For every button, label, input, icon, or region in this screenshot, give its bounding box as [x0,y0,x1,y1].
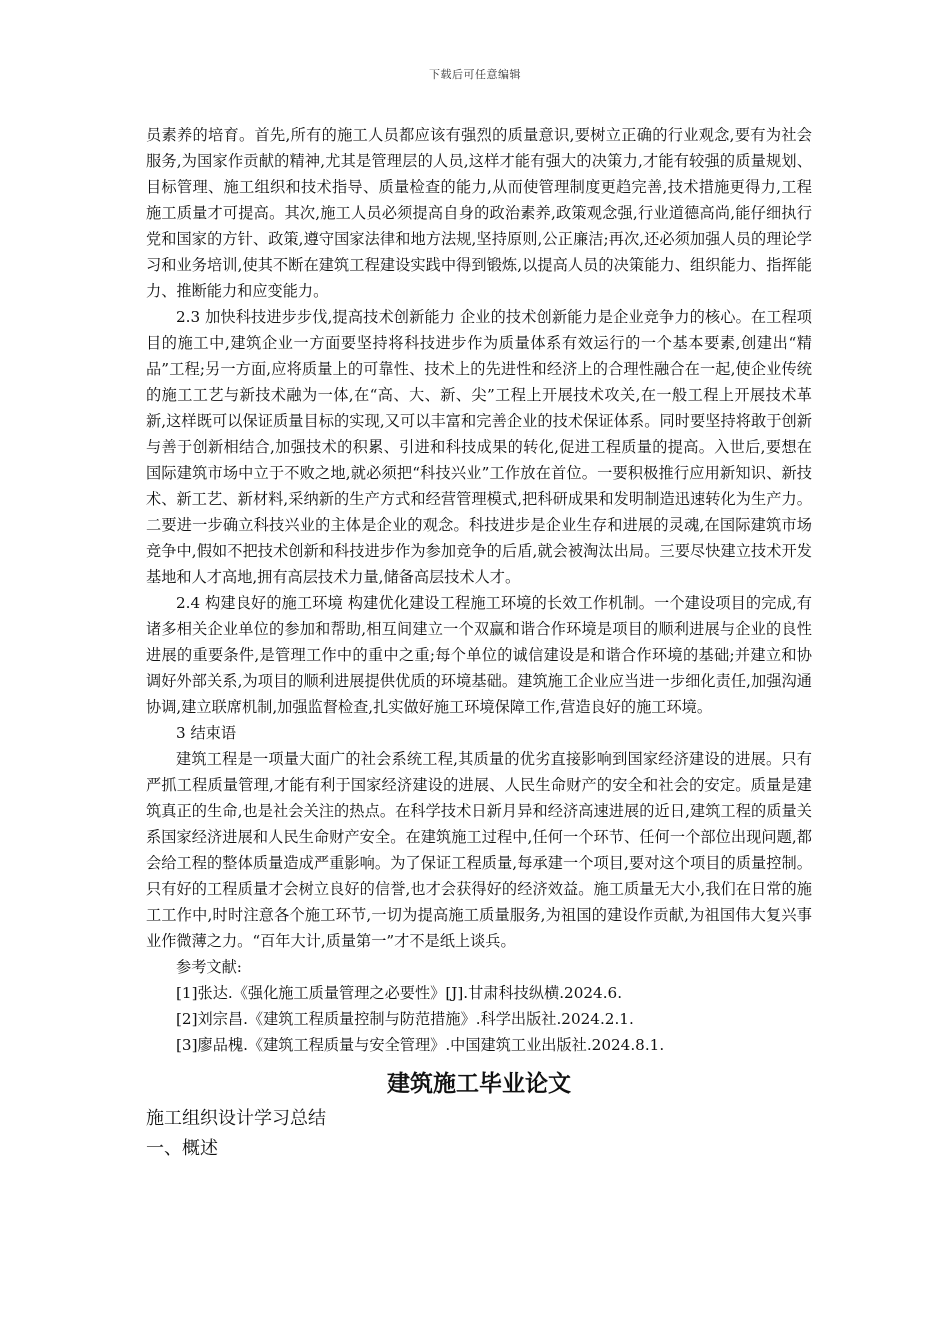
document-subtitle: 施工组织设计学习总结 [146,1108,326,1129]
reference-item: [1]张达.《强化施工质量管理之必要性》[J].甘肃科技纵横.2024.6. [176,984,623,1002]
document-body [146,122,812,1164]
heading-conclusion: 3 结束语 [176,724,237,742]
page-header: 下载后可任意编辑 [429,68,521,81]
paragraph-conclusion: 建筑工程是一项量大面广的社会系统工程,其质量的优劣直接影响到国家经济建设的进展。只有严抓工程质量管理,才能有利于国家经济建设的进展、人民生命财产的安全和社会的安定。质量是建筑真正的生命,也是社会关注的热点。在科学技术日新月异和经济高速进展的近日,建筑工程的质量关系国家经济进展和人民生命财产安全。在建筑施工过程中,任何一个环节、任何一个部位出现问题,都会给工程的整体质量造成严重影响。为了保证工程质量,每承建一个项目,要对这个项目的质量控制。只有好的工程质量才会树立良好的信誉,也才会获得好的经济效益。施工质量无大小,我们在日常的施工工作中,时时注意各个施工环节,一切为提高施工质量服务,为祖国的建设作贡献,为祖国伟大复兴事业作微薄之力。“百年大计,质量第一”才不是纸上谈兵。 [146,750,812,950]
document-title: 建筑施工毕业论文 [387,1071,571,1097]
paragraph-section-2-4: 2.4 构建良好的施工环境 构建优化建设工程施工环境的长效工作机制。一个建设项目的完成,有诸多相关企业单位的参加和帮助,相互间建立一个双赢和谐合作环境是项目的顺利进展与企业的良性进展的重要条件,是管理工作中的重中之重;每个单位的诚信建设是和谐合作环境的基础;并建立和协调好外部关系,为项目的顺利进展提供优质的环境基础。建筑施工企业应当进一步细化责任,加强沟通协调,建立联席机制,加强监督检查,扎实做好施工环境保障工作,营造良好的施工环境。 [146,594,812,716]
section-heading-overview: 一、概述 [146,1138,218,1159]
reference-item: [2]刘宗昌.《建筑工程质量控制与防范措施》.科学出版社.2024.2.1. [176,1010,634,1028]
references-heading: 参考文献: [176,958,242,976]
reference-item: [3]廖品槐.《建筑工程质量与安全管理》.中国建筑工业出版社.2024.8.1. [176,1036,665,1054]
paragraph-personnel-quality: 员素养的培育。首先,所有的施工人员都应该有强烈的质量意识,要树立正确的行业观念,要有为社会服务,为国家作贡献的精神,尤其是管理层的人员,这样才能有强大的决策力,才能有较强的质量规划、目标管理、施工组织和技术指导、质量检查的能力,从而使管理制度更趋完善,技术措施更得力,工程施工质量才可提高。其次,施工人员必须提高自身的政治素养,政策观念强,行业道德高尚,能仔细执行党和国家的方针、政策,遵守国家法律和地方法规,坚持原则,公正廉洁;再次,还必须加强人员的理论学习和业务培训,使其不断在建筑工程建设实践中得到锻炼,以提高人员的决策能力、组织能力、指挥能力、推断能力和应变能力。 [146,126,812,300]
paragraph-section-2-3: 2.3 加快科技进步步伐,提高技术创新能力 企业的技术创新能力是企业竞争力的核心。在工程项目的施工中,建筑企业一方面要坚持将科技进步作为质量体系有效运行的一个基本要素,创建出“精品”工程;另一方面,应将质量上的可靠性、技术上的先进性和经济上的合理性融合在一起,使企业传统的施工工艺与新技术融为一体,在“高、大、新、尖”工程上开展技术攻关,在一般工程上开展技术革新,这样既可以保证质量目标的实现,又可以丰富和完善企业的技术保证体系。同时要坚持将敢于创新与善于创新相结合,加强技术的积累、引进和科技成果的转化,促进工程质量的提高。入世后,要想在国际建筑市场中立于不败之地,就必须把“科技兴业”工作放在首位。一要积极推行应用新知识、新技术、新工艺、新材料,采纳新的生产方式和经营管理模式,把科研成果和发明制造迅速转化为生产力。二要进一步确立科技兴业的主体是企业的观念。科技进步是企业生存和进展的灵魂,在国际建筑市场竞争中,假如不把技术创新和科技进步作为参加竞争的后盾,就会被淘汰出局。三要尽快建立技术开发基地和人才高地,拥有高层技术力量,储备高层技术人才。 [146,308,812,586]
